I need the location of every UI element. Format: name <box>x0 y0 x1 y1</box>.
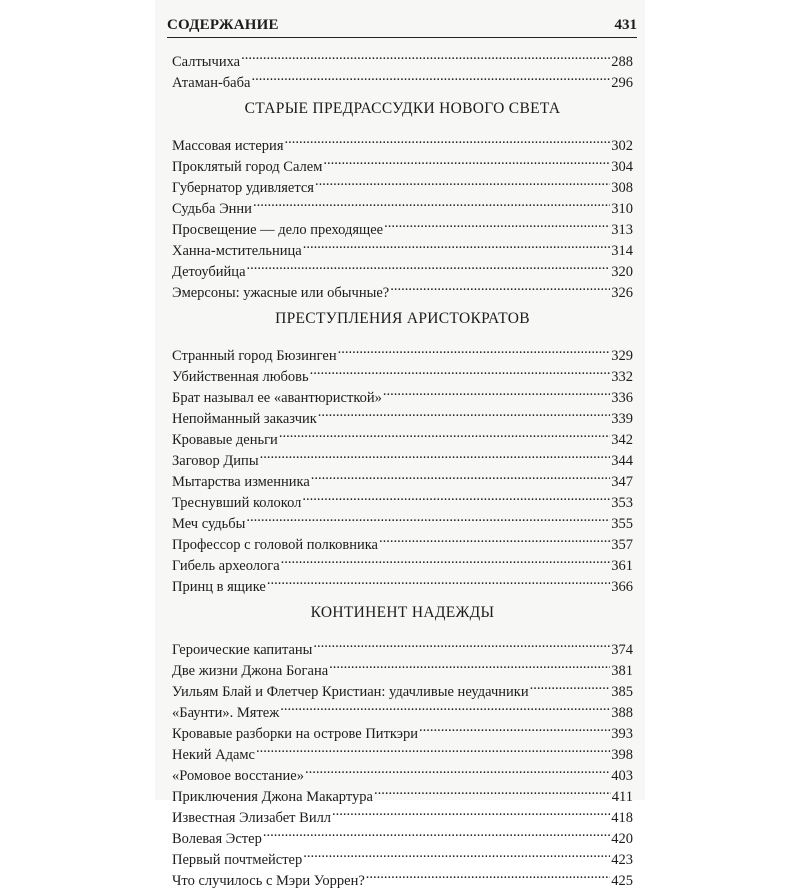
dot-leader <box>251 66 610 87</box>
toc-entry-page: 403 <box>611 768 633 784</box>
toc-entry-page: 336 <box>611 390 633 406</box>
toc-entry-title: Салтычиха <box>172 54 241 70</box>
section-heading: ПРЕСТУПЛЕНИЯ АРИСТОКРАТОВ <box>275 310 530 327</box>
toc-entry <box>172 339 633 364</box>
toc-entry-page: 326 <box>611 285 633 301</box>
toc-entry-title: Профессор с головой полковника <box>172 537 378 553</box>
toc-entry-page: 361 <box>611 558 633 574</box>
toc-entry-page: 353 <box>611 495 633 511</box>
dot-leader <box>318 402 610 423</box>
dot-leader <box>260 444 611 465</box>
toc-entry-page: 411 <box>611 789 633 805</box>
toc-entry-title: Уильям Блай и Флетчер Кристиан: удачливые неудачники <box>172 684 529 700</box>
toc-entry-title: Губернатор удивляется <box>172 180 314 196</box>
toc-entry-page: 310 <box>611 201 633 217</box>
dot-leader <box>390 276 610 297</box>
toc-entry-page: 385 <box>611 684 633 700</box>
toc-entry-page: 425 <box>611 873 633 889</box>
toc-entry-title: Героические капитаны <box>172 642 313 658</box>
section-heading: КОНТИНЕНТ НАДЕЖДЫ <box>310 604 495 621</box>
toc-entry-title: Атаман-баба <box>172 75 251 91</box>
toc-entry-title: Гибель археолога <box>172 558 280 574</box>
toc-entry-page: 288 <box>611 54 633 70</box>
toc-entry-title: Заговор Дипы <box>172 453 259 469</box>
dot-leader <box>310 360 611 381</box>
toc-entry-page: 423 <box>611 852 633 868</box>
toc-entry-page: 344 <box>611 453 633 469</box>
toc-entry-title: Треснувший колокол <box>172 495 302 511</box>
toc-entry-title: «Баунти». Мятеж <box>172 705 280 721</box>
toc-entry-page: 304 <box>611 159 633 175</box>
dot-leader <box>246 507 610 528</box>
toc-entry-page: 320 <box>611 264 633 280</box>
toc-entry-page: 313 <box>611 222 633 238</box>
dot-leader <box>302 486 610 507</box>
toc-entry-title: Две жизни Джона Богана <box>172 663 329 679</box>
toc-entry-page: 381 <box>611 663 633 679</box>
toc-entry-page: 398 <box>611 747 633 763</box>
dot-leader <box>315 171 610 192</box>
toc-entry-page: 302 <box>611 138 633 154</box>
toc-entry-page: 329 <box>611 348 633 364</box>
book-page <box>155 0 645 889</box>
toc-entry-page: 342 <box>611 432 633 448</box>
dot-leader <box>241 45 610 66</box>
toc-entry-title: Убийственная любовь <box>172 369 309 385</box>
toc-entry-page: 355 <box>611 516 633 532</box>
dot-leader <box>374 780 611 801</box>
dot-leader <box>256 738 610 759</box>
toc-entry-title: Брат называл ее «авантюристкой» <box>172 390 382 406</box>
page-number: 431 <box>614 17 637 33</box>
toc-entry-title: Непойманный заказчик <box>172 411 317 427</box>
toc-entry-title: Что случилось с Мэри Уоррен? <box>172 873 365 889</box>
toc-entry-page: 393 <box>611 726 633 742</box>
toc-entry-page: 308 <box>611 180 633 196</box>
dot-leader <box>247 255 611 276</box>
toc-entry-title: Проклятый город Салем <box>172 159 323 175</box>
dot-leader <box>267 570 610 591</box>
dot-leader <box>384 213 610 234</box>
toc-entry-title: Странный город Бюзинген <box>172 348 337 364</box>
dot-leader <box>419 717 610 738</box>
dot-leader <box>366 864 610 885</box>
toc-entry-title: Приключения Джона Макартура <box>172 789 373 805</box>
toc-entry-title: Первый почтмейстер <box>172 852 303 868</box>
toc-entry <box>172 45 633 70</box>
toc-entry-page: 388 <box>611 705 633 721</box>
toc-entry-title: Волевая Эстер <box>172 831 262 847</box>
toc-entry-title: Детоубийца <box>172 264 246 280</box>
section-heading: СТАРЫЕ ПРЕДРАССУДКИ НОВОГО СВЕТА <box>244 100 561 117</box>
dot-leader <box>284 129 610 150</box>
dot-leader <box>303 234 611 255</box>
running-head-title: СОДЕРЖАНИЕ <box>167 17 279 33</box>
toc-entry-page: 332 <box>611 369 633 385</box>
dot-leader <box>305 759 610 780</box>
toc-entry-title: Просвещение — дело преходящее <box>172 222 384 238</box>
dot-leader <box>303 843 610 864</box>
dot-leader <box>313 633 610 654</box>
dot-leader <box>253 192 610 213</box>
table-of-contents <box>172 45 633 889</box>
dot-leader <box>311 465 610 486</box>
toc-entry-page: 420 <box>611 831 633 847</box>
dot-leader <box>323 150 610 171</box>
toc-entry-page: 366 <box>611 579 633 595</box>
dot-leader <box>383 381 610 402</box>
toc-entry-title: Меч судьбы <box>172 516 246 532</box>
dot-leader <box>279 423 610 444</box>
toc-entry-page: 314 <box>611 243 633 259</box>
toc-entry-page: 339 <box>611 411 633 427</box>
toc-entry-page: 374 <box>611 642 633 658</box>
dot-leader <box>329 654 610 675</box>
toc-entry-title: Кровавые разборки на острове Питкэри <box>172 726 418 742</box>
toc-entry-title: Кровавые деньги <box>172 432 278 448</box>
page-header <box>167 15 637 38</box>
toc-entry-title: Мытарства изменника <box>172 474 310 490</box>
toc-entry-title: Массовая истерия <box>172 138 284 154</box>
dot-leader <box>263 822 610 843</box>
toc-entry-title: Известная Элизабет Вилл <box>172 810 332 826</box>
toc-entry-title: «Ромовое восстание» <box>172 768 304 784</box>
toc-entry-title: Принц в ящике <box>172 579 266 595</box>
dot-leader <box>530 675 611 696</box>
toc-entry-title: Ханна-мстительница <box>172 243 302 259</box>
dot-leader <box>280 696 610 717</box>
toc-entry-page: 296 <box>611 75 633 91</box>
toc-entry <box>172 129 633 154</box>
dot-leader <box>281 549 611 570</box>
dot-leader <box>332 801 610 822</box>
toc-entry-page: 347 <box>611 474 633 490</box>
toc-entry-title: Судьба Энни <box>172 201 252 217</box>
dot-leader <box>338 339 611 360</box>
toc-entry <box>172 633 633 658</box>
toc-entry-title: Эмерсоны: ужасные или обычные? <box>172 285 390 301</box>
dot-leader <box>379 528 610 549</box>
toc-entry <box>172 66 633 91</box>
toc-entry-title: Некий Адамс <box>172 747 255 763</box>
toc-entry-page: 357 <box>611 537 633 553</box>
toc-entry-page: 418 <box>611 810 633 826</box>
